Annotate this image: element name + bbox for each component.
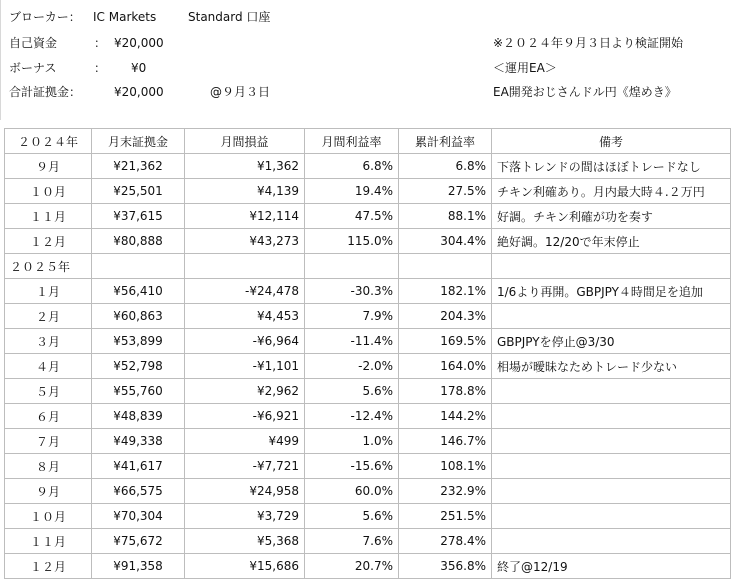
rate-cell: -11.4%: [305, 329, 399, 354]
balance-cell: ¥21,362: [92, 154, 185, 179]
note-cell: [492, 504, 731, 529]
pl-cell: [185, 254, 305, 279]
pl-cell: ¥5,368: [185, 529, 305, 554]
pl-cell: ¥3,729: [185, 504, 305, 529]
pl-cell: -¥7,721: [185, 454, 305, 479]
broker-label: ブローカー：: [9, 10, 81, 24]
table-row: [5, 554, 731, 579]
balance-cell: ¥56,410: [92, 279, 185, 304]
monthly-results-table: [4, 128, 731, 579]
note-cell: [492, 454, 731, 479]
cumulative-cell: 169.5%: [399, 329, 492, 354]
month-cell: １月: [5, 279, 92, 304]
ea-name: EA開発おじさんドル円《煌めき》: [493, 85, 677, 99]
table-row: [5, 229, 731, 254]
month-cell: １１月: [5, 204, 92, 229]
note-cell: チキン利確あり。月内最大時４.２万円: [492, 179, 731, 204]
pl-cell: ¥4,139: [185, 179, 305, 204]
note-cell: [492, 429, 731, 454]
note-cell: 下落トレンドの間はほぼトレードなし: [492, 154, 731, 179]
cumulative-cell: 146.7%: [399, 429, 492, 454]
balance-cell: ¥75,672: [92, 529, 185, 554]
cumulative-cell: 178.8%: [399, 379, 492, 404]
note-cell: 終了@12/19: [492, 554, 731, 579]
balance-cell: ¥41,617: [92, 454, 185, 479]
note-cell: 絶好調。12/20で年末停止: [492, 229, 731, 254]
note-cell: [492, 529, 731, 554]
capital-label: 自己資金: [9, 36, 58, 50]
year-row: [5, 254, 731, 279]
month-cell: ７月: [5, 429, 92, 454]
rate-cell: 6.8%: [305, 154, 399, 179]
rate-cell: [305, 254, 399, 279]
col-header-notes: 備考: [492, 129, 731, 154]
margin-label: 合計証拠金：: [9, 85, 82, 99]
month-cell: ２月: [5, 304, 92, 329]
pl-cell: ¥1,362: [185, 154, 305, 179]
balance-cell: ¥49,338: [92, 429, 185, 454]
rate-cell: -30.3%: [305, 279, 399, 304]
cumulative-cell: 6.8%: [399, 154, 492, 179]
pl-cell: -¥6,964: [185, 329, 305, 354]
rate-cell: 5.6%: [305, 504, 399, 529]
rate-cell: 7.9%: [305, 304, 399, 329]
rate-cell: -15.6%: [305, 454, 399, 479]
pl-cell: ¥4,453: [185, 304, 305, 329]
cumulative-cell: 278.4%: [399, 529, 492, 554]
note-cell: 相場が曖昧なためトレード少ない: [492, 354, 731, 379]
verification-start-note: ※２０２４年９月３日より検証開始: [493, 36, 684, 50]
month-cell: ５月: [5, 379, 92, 404]
table-row: [5, 179, 731, 204]
table-header-row: [5, 129, 731, 154]
rate-cell: 19.4%: [305, 179, 399, 204]
capital-colon: ：: [94, 36, 107, 50]
balance-cell: ¥52,798: [92, 354, 185, 379]
note-cell: 1/6より再開。GBPJPY４時間足を追加: [492, 279, 731, 304]
rate-cell: 60.0%: [305, 479, 399, 504]
balance-cell: ¥70,304: [92, 504, 185, 529]
table-row: [5, 404, 731, 429]
table-row: [5, 529, 731, 554]
cumulative-cell: 27.5%: [399, 179, 492, 204]
rate-cell: 20.7%: [305, 554, 399, 579]
pl-cell: ¥43,273: [185, 229, 305, 254]
table-row: [5, 204, 731, 229]
table-row: [5, 354, 731, 379]
pl-cell: ¥15,686: [185, 554, 305, 579]
left-border: [0, 0, 1, 120]
note-cell: [492, 254, 731, 279]
bonus-value: ¥0: [131, 61, 147, 75]
col-header-pl: 月間損益: [185, 129, 305, 154]
col-header-rate: 月間利益率: [305, 129, 399, 154]
month-cell: ８月: [5, 454, 92, 479]
month-cell: １１月: [5, 529, 92, 554]
account-type: Standard 口座: [188, 10, 271, 24]
cumulative-cell: 204.3%: [399, 304, 492, 329]
table-row: [5, 429, 731, 454]
rate-cell: 1.0%: [305, 429, 399, 454]
month-cell: ９月: [5, 479, 92, 504]
pl-cell: ¥12,114: [185, 204, 305, 229]
table-row: [5, 454, 731, 479]
pl-cell: -¥1,101: [185, 354, 305, 379]
month-cell: ２０２５年: [5, 254, 92, 279]
cumulative-cell: 356.8%: [399, 554, 492, 579]
balance-cell: ¥80,888: [92, 229, 185, 254]
pl-cell: ¥499: [185, 429, 305, 454]
pl-cell: ¥24,958: [185, 479, 305, 504]
note-cell: GBPJPYを停止@3/30: [492, 329, 731, 354]
margin-value: ¥20,000: [114, 85, 164, 99]
month-cell: １２月: [5, 229, 92, 254]
month-cell: ６月: [5, 404, 92, 429]
broker-name: IC Markets: [93, 10, 157, 24]
capital-value: ¥20,000: [114, 36, 164, 50]
rate-cell: 5.6%: [305, 379, 399, 404]
cumulative-cell: 144.2%: [399, 404, 492, 429]
rate-cell: 115.0%: [305, 229, 399, 254]
balance-cell: [92, 254, 185, 279]
cumulative-cell: 108.1%: [399, 454, 492, 479]
balance-cell: ¥91,358: [92, 554, 185, 579]
table-row: [5, 279, 731, 304]
balance-cell: ¥55,760: [92, 379, 185, 404]
rate-cell: -12.4%: [305, 404, 399, 429]
table-row: [5, 154, 731, 179]
bonus-label: ボーナス: [9, 61, 57, 75]
note-cell: [492, 479, 731, 504]
rate-cell: -2.0%: [305, 354, 399, 379]
note-cell: [492, 304, 731, 329]
cumulative-cell: 304.4%: [399, 229, 492, 254]
col-header-balance: 月末証拠金: [92, 129, 185, 154]
pl-cell: -¥6,921: [185, 404, 305, 429]
table-row: [5, 479, 731, 504]
bonus-colon: ：: [94, 61, 107, 75]
col-header-year: ２０２４年: [5, 129, 92, 154]
month-cell: ９月: [5, 154, 92, 179]
month-cell: １０月: [5, 504, 92, 529]
balance-cell: ¥48,839: [92, 404, 185, 429]
table-row: [5, 504, 731, 529]
month-cell: １０月: [5, 179, 92, 204]
balance-cell: ¥60,863: [92, 304, 185, 329]
balance-cell: ¥37,615: [92, 204, 185, 229]
note-cell: [492, 404, 731, 429]
table-row: [5, 379, 731, 404]
margin-date: @９月３日: [210, 85, 271, 99]
ea-label: ＜運用EA＞: [493, 61, 557, 75]
col-header-cumulative: 累計利益率: [399, 129, 492, 154]
rate-cell: 7.6%: [305, 529, 399, 554]
pl-cell: -¥24,478: [185, 279, 305, 304]
note-cell: [492, 379, 731, 404]
rate-cell: 47.5%: [305, 204, 399, 229]
cumulative-cell: 232.9%: [399, 479, 492, 504]
cumulative-cell: [399, 254, 492, 279]
cumulative-cell: 164.0%: [399, 354, 492, 379]
balance-cell: ¥66,575: [92, 479, 185, 504]
month-cell: ４月: [5, 354, 92, 379]
cumulative-cell: 88.1%: [399, 204, 492, 229]
balance-cell: ¥25,501: [92, 179, 185, 204]
month-cell: １２月: [5, 554, 92, 579]
pl-cell: ¥2,962: [185, 379, 305, 404]
cumulative-cell: 251.5%: [399, 504, 492, 529]
balance-cell: ¥53,899: [92, 329, 185, 354]
table-row: [5, 329, 731, 354]
cumulative-cell: 182.1%: [399, 279, 492, 304]
month-cell: ３月: [5, 329, 92, 354]
note-cell: 好調。チキン利確が功を奏す: [492, 204, 731, 229]
table-row: [5, 304, 731, 329]
